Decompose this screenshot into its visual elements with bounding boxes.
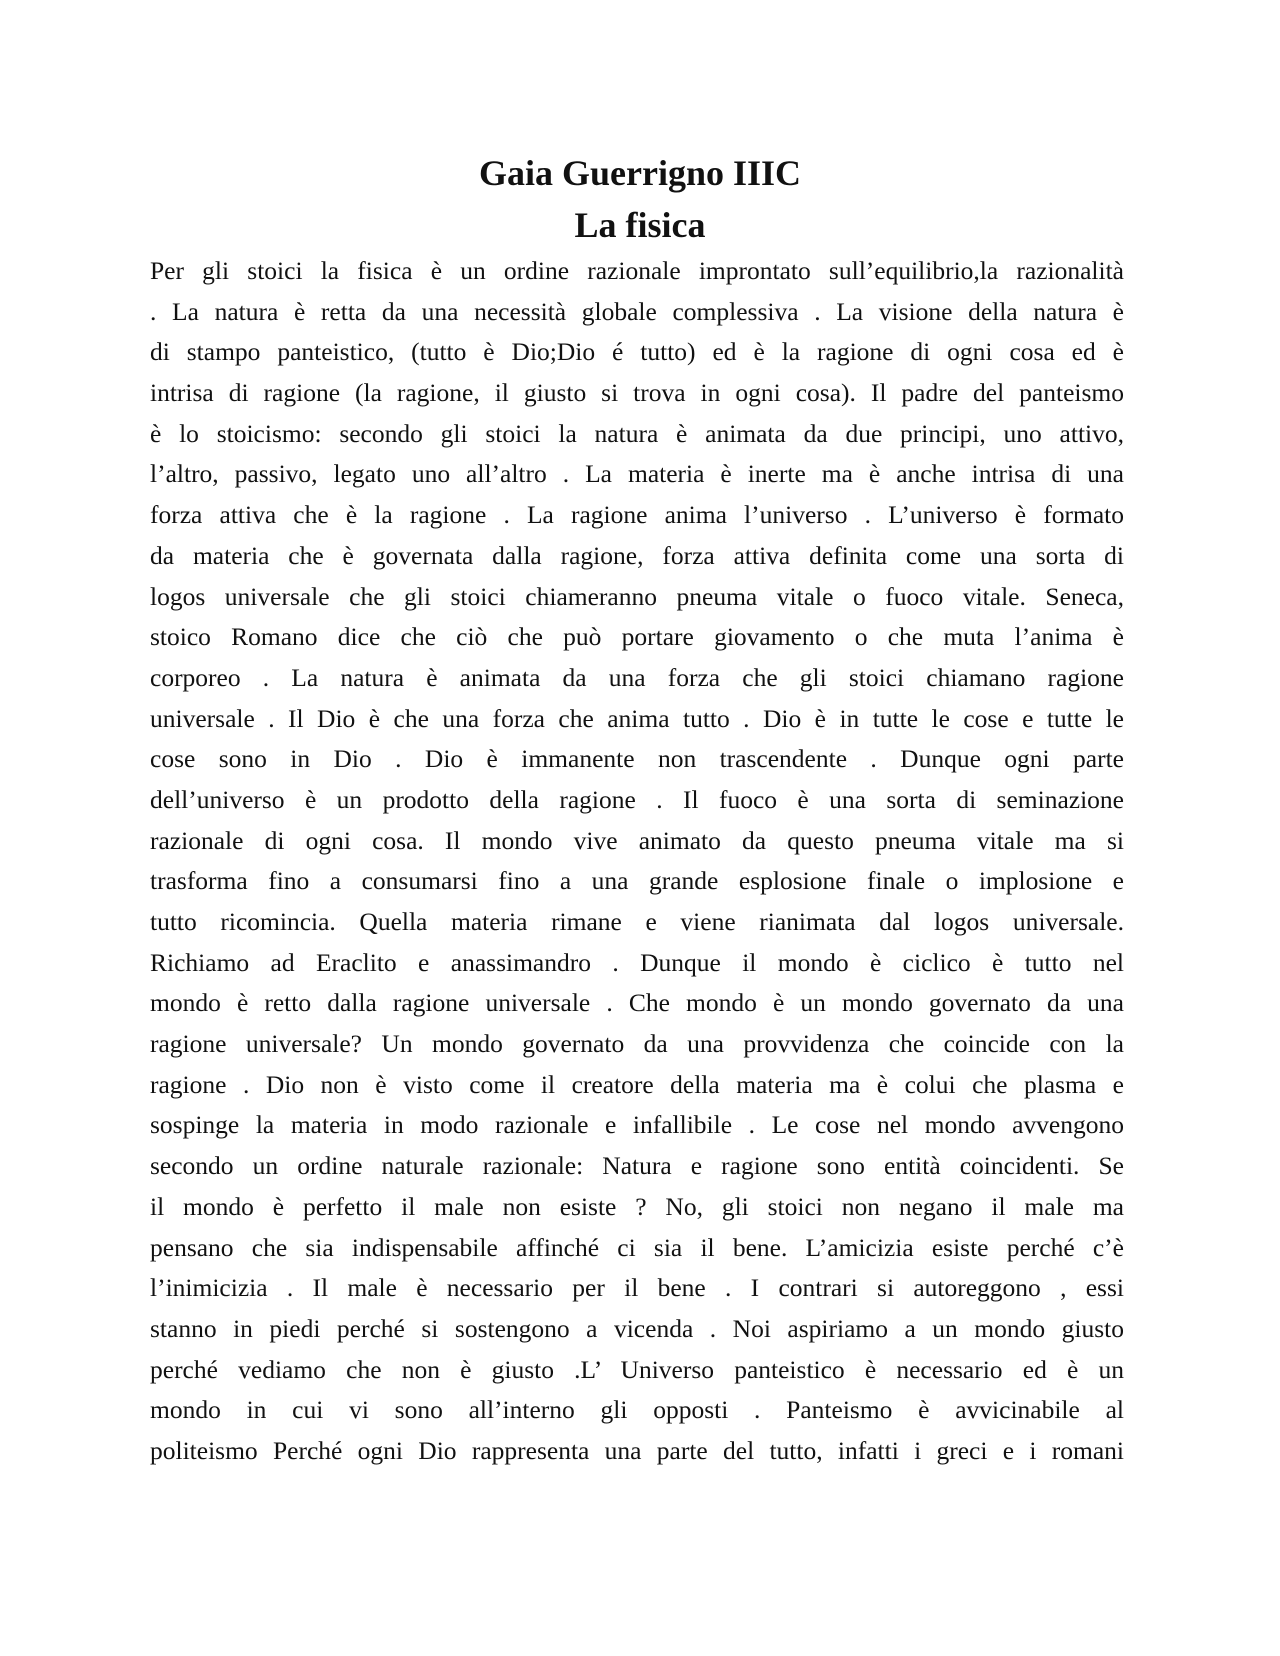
- body-line: trasforma fino a consumarsi fino a una grande esplosione finale o implosione e: [150, 866, 1124, 896]
- body-line: sospinge la materia in modo razionale e infallibile . Le cose nel mondo avvengono: [150, 1110, 1124, 1140]
- body-line: l’inimicizia . Il male è necessario per il bene . I contrari si autoreggono , essi: [150, 1273, 1124, 1303]
- body-line: ragione . Dio non è visto come il creatore della materia ma è colui che plasma e: [150, 1069, 1124, 1099]
- body-line: mondo in cui vi sono all’interno gli opposti . Panteismo è avvicinabile al: [150, 1395, 1124, 1425]
- body-line: stanno in piedi perché si sostengono a vicenda . Noi aspiriamo a un mondo giusto: [150, 1313, 1124, 1343]
- body-line: da materia che è governata dalla ragione, forza attiva definita come una sorta di: [150, 540, 1124, 570]
- body-line: l’altro, passivo, legato uno all’altro . La materia è inerte ma è anche intrisa di una: [150, 459, 1124, 489]
- body-line: tutto ricomincia. Quella materia rimane e viene rianimata dal logos universale.: [150, 907, 1124, 936]
- body-line: perché vediamo che non è giusto .L’ Universo panteistico è necessario ed è un: [150, 1354, 1124, 1384]
- body-line: Per gli stoici la fisica è un ordine razionale improntato sull’equilibrio,la razionalità: [150, 256, 1124, 285]
- body-line: politeismo Perché ogni Dio rappresenta una parte del tutto, infatti i greci e i romani: [150, 1435, 1124, 1465]
- body-line: stoico Romano dice che ciò che può portare giovamento o che muta l’anima è: [150, 622, 1124, 652]
- author-line: Gaia Guerrigno IIIC: [478, 153, 801, 193]
- body-line: corporeo . La natura è animata da una forza che gli stoici chiamano ragione: [150, 662, 1124, 692]
- body-text: [150, 251, 1124, 1472]
- body-line: cose sono in Dio . Dio è immanente non trascendente . Dunque ogni parte: [150, 744, 1124, 774]
- page-title: La fisica: [574, 205, 706, 245]
- body-line: di stampo panteistico, (tutto è Dio;Dio é tutto) ed è la ragione di ogni cosa ed è: [150, 337, 1124, 367]
- body-line: logos universale che gli stoici chiameranno pneuma vitale o fuoco vitale. Seneca,: [150, 581, 1124, 611]
- body-line: il mondo è perfetto il male non esiste ? No, gli stoici non negano il male ma: [150, 1191, 1124, 1221]
- body-line: razionale di ogni cosa. Il mondo vive animato da questo pneuma vitale ma si: [150, 825, 1124, 855]
- body-line: mondo è retto dalla ragione universale . Che mondo è un mondo governato da una: [150, 988, 1124, 1018]
- body-line: dell’universo è un prodotto della ragione . Il fuoco è una sorta di seminazione: [150, 784, 1124, 814]
- body-line: Richiamo ad Eraclito e anassimandro . Dunque il mondo è ciclico è tutto nel: [150, 947, 1124, 977]
- body-line: universale . Il Dio è che una forza che anima tutto . Dio è in tutte le cose e tutte le: [150, 703, 1124, 733]
- body-line: pensano che sia indispensabile affinché ci sia il bene. L’amicizia esiste perché c’è: [150, 1232, 1124, 1262]
- body-line: ragione universale? Un mondo governato da una provvidenza che coincide con la: [150, 1029, 1124, 1059]
- body-line: forza attiva che è la ragione . La ragione anima l’universo . L’universo è formato: [150, 500, 1124, 530]
- body-line: secondo un ordine naturale razionale: Natura e ragione sono entità coincidenti. Se: [150, 1151, 1124, 1181]
- body-line: è lo stoicismo: secondo gli stoici la natura è animata da due principi, uno attivo,: [150, 418, 1124, 448]
- body-line: . La natura è retta da una necessità globale complessiva . La visione della natura è: [150, 296, 1124, 326]
- body-line: intrisa di ragione (la ragione, il giusto si trova in ogni cosa). Il padre del panteismo: [150, 378, 1124, 408]
